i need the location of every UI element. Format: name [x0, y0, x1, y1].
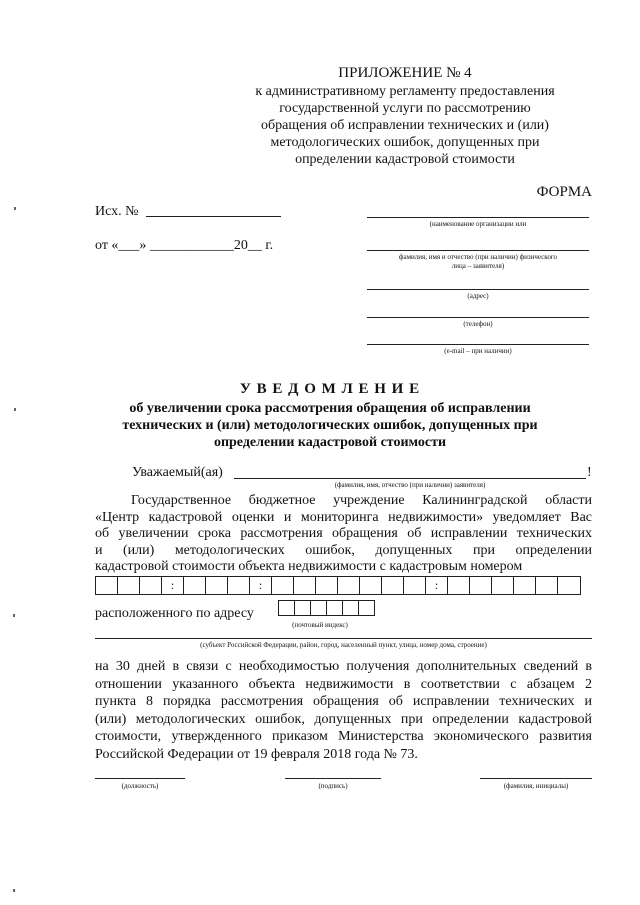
closing-line: Российской Федерации от 19 февраля 2018 года № 73.	[95, 746, 418, 762]
cadastral-cell[interactable]	[382, 577, 404, 594]
outgoing-number-label: Исх. №	[95, 204, 139, 219]
appendix-block	[240, 64, 570, 168]
closing-line: пункта 8 порядка рассмотрения обращения об исправлении технических и	[95, 694, 592, 709]
cadastral-cell[interactable]	[448, 577, 470, 594]
cadastral-number-grid[interactable]	[95, 576, 581, 595]
cadastral-cell[interactable]	[536, 577, 558, 594]
form-label: ФОРМА	[536, 184, 592, 200]
body-line: кадастровой стоимости объекта недвижимости с кадастровым номером	[95, 559, 523, 574]
appendix-line: методологических ошибок, допущенных при	[270, 135, 540, 150]
postal-code-cell[interactable]	[342, 600, 359, 616]
organization-name-field[interactable]	[367, 217, 589, 218]
postal-code-cell[interactable]	[310, 600, 327, 616]
full-name-field[interactable]	[480, 778, 592, 779]
phone-caption: (телефон)	[463, 320, 493, 328]
signature-caption: (подпись)	[318, 782, 348, 790]
cadastral-cell[interactable]	[470, 577, 492, 594]
greeting-name-field[interactable]	[234, 478, 586, 479]
email-field[interactable]	[367, 344, 589, 345]
closing-line: стоимости, утвержденного приказом Министерства экономического развития	[95, 729, 592, 744]
email-caption: (e-mail – при наличии)	[444, 347, 512, 355]
phone-field[interactable]	[367, 317, 589, 318]
cadastral-cell[interactable]	[316, 577, 338, 594]
address-label: расположенного по адресу	[95, 606, 254, 621]
appendix-line: определении кадастровой стоимости	[295, 152, 515, 167]
scan-speck	[14, 207, 16, 210]
notice-heading: У В Е Д О М Л Е Н И Е	[239, 381, 421, 397]
notice-subtitle	[60, 400, 600, 451]
scan-speck	[14, 408, 16, 411]
postal-code-cell[interactable]	[358, 600, 375, 616]
postal-code-caption: (почтовый индекс)	[292, 621, 348, 629]
cadastral-cell[interactable]	[338, 577, 360, 594]
postal-code-cell[interactable]	[326, 600, 343, 616]
body-line: Государственное бюджетное учреждение Калининградской области	[131, 493, 592, 508]
postal-code-cell[interactable]	[294, 600, 311, 616]
greeting-caption: (фамилия, имя, отчество (при наличии) заявителя)	[334, 481, 486, 489]
position-caption: (должность)	[121, 782, 159, 790]
cadastral-separator: :	[250, 577, 272, 594]
cadastral-cell[interactable]	[228, 577, 250, 594]
full-name-caption: (фамилия, инициалы)	[503, 782, 569, 790]
body-line: и (или) методологических ошибок, допущенных при определении	[95, 542, 592, 558]
signature-field[interactable]	[285, 778, 381, 779]
notice-subtitle-line: технических и (или) методологических ошибок, допущенных при	[122, 418, 538, 433]
closing-line: (или) методологических ошибок, допущенных при определении кадастровой	[95, 711, 592, 727]
applicant-caption: фамилия, имя и отчество (при наличии) физического	[398, 253, 558, 261]
cadastral-cell[interactable]	[404, 577, 426, 594]
position-field[interactable]	[95, 778, 185, 779]
address-field[interactable]	[367, 289, 589, 290]
address-caption: (адрес)	[467, 292, 489, 300]
notice-subtitle-line: определении кадастровой стоимости	[213, 435, 447, 450]
closing-paragraph	[95, 658, 592, 763]
cadastral-cell[interactable]	[96, 577, 118, 594]
cadastral-cell[interactable]	[294, 577, 316, 594]
scan-speck	[13, 889, 15, 892]
full-address-caption: (субъект Российской Федерации, район, город, населенный пункт, улица, номер дома, строение)	[200, 641, 487, 649]
full-address-field[interactable]	[95, 638, 592, 639]
postal-code-grid[interactable]	[278, 600, 374, 616]
greeting-exclaim: !	[587, 465, 592, 480]
closing-line: на 30 дней в связи с необходимостью получения дополнительных сведений в	[95, 659, 592, 674]
closing-line: отношении указанного объекта недвижимости в соответствии с абзацем 2	[95, 676, 592, 692]
applicant-name-field[interactable]	[367, 250, 589, 251]
cadastral-separator: :	[162, 577, 184, 594]
applicant-caption-2: лица – заявителя)	[451, 262, 505, 270]
postal-code-cell[interactable]	[278, 600, 295, 616]
appendix-title: ПРИЛОЖЕНИЕ № 4	[338, 65, 472, 81]
appendix-line: обращения об исправлении технических и (или)	[261, 118, 549, 133]
cadastral-cell[interactable]	[184, 577, 206, 594]
cadastral-cell[interactable]	[272, 577, 294, 594]
outgoing-date-label: от «___» ____________20__ г.	[95, 238, 274, 253]
cadastral-cell[interactable]	[118, 577, 140, 594]
scan-speck	[13, 614, 15, 617]
appendix-line: к административному регламенту предоставления	[255, 84, 555, 99]
cadastral-cell[interactable]	[514, 577, 536, 594]
body-line: «Центр кадастровой оценки и мониторинга недвижимости» уведомляет Вас	[95, 509, 592, 525]
outgoing-number-field[interactable]	[146, 216, 281, 217]
organization-caption: (наименование организации или	[429, 220, 527, 228]
body-line: об увеличении срока рассмотрения обращения об исправлении технических	[95, 526, 592, 541]
appendix-line: государственной услуги по рассмотрению	[279, 101, 531, 116]
notice-subtitle-line: об увеличении срока рассмотрения обращения об исправлении	[129, 401, 531, 416]
cadastral-cell[interactable]	[558, 577, 580, 594]
cadastral-cell[interactable]	[360, 577, 382, 594]
cadastral-cell[interactable]	[492, 577, 514, 594]
cadastral-cell[interactable]	[140, 577, 162, 594]
greeting-label: Уважаемый(ая)	[132, 465, 223, 480]
cadastral-cell[interactable]	[206, 577, 228, 594]
cadastral-separator: :	[426, 577, 448, 594]
body-paragraph	[95, 493, 592, 576]
